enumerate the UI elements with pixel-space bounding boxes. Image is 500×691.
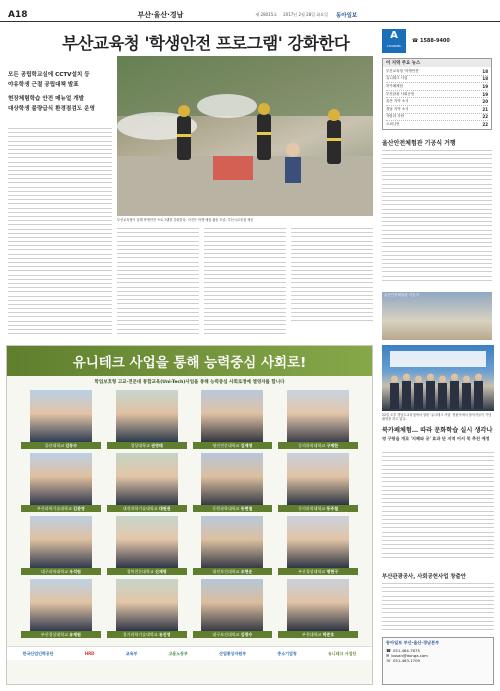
sponsor-logo: 교육부 (125, 650, 138, 656)
person-card: 동원과학대학교 동현철 (193, 453, 273, 512)
page-number: A18 (8, 9, 28, 20)
book-cafe-sub: 영 구랑을 개로 '지혜와 공' 효과 단 지역 어서 북 추진 예정 (382, 436, 490, 441)
channel-logo (382, 29, 406, 53)
person-card: 부천대학교 박준호 (278, 579, 358, 638)
group-photo (382, 345, 494, 411)
sponsor-logo: 중소기업청 (277, 650, 297, 656)
portrait-photo (287, 516, 349, 568)
book-cafe-headline: 북카페체험… 따라 문화학습 실시 생각나 (382, 427, 493, 434)
portrait-photo (116, 579, 178, 631)
main-body-col-2 (117, 228, 199, 340)
issue-number: 제 28015호 (255, 11, 278, 17)
portrait-photo (30, 453, 92, 505)
fax-icon: ☏ (386, 658, 392, 663)
ad-title: 유니테크 사업을 통해 능력중심 사회로! (72, 355, 307, 371)
person-card: 대전보건대학교 조현순 (193, 516, 273, 575)
person-card: 대전과학기술대학교 대원권 (107, 453, 187, 512)
side-story-body (382, 150, 492, 290)
index-item[interactable]: 유니테크 사업 18 (386, 76, 488, 82)
main-body-col-3 (204, 228, 286, 340)
portrait-photo (201, 516, 263, 568)
index-item[interactable]: 경남 지역 소식 21 (386, 106, 488, 112)
subhead-line: 현장체험학습 안전 매뉴얼 개발 (8, 96, 85, 102)
main-headline: 부산교육청 '학생안전 프로그램' 강화한다 (62, 34, 350, 53)
book-cafe-body (382, 452, 494, 570)
ad-people-grid (7, 388, 372, 640)
portrait-photo (116, 516, 178, 568)
subhead-line: 야유학생 근절 공립대책 발표 (8, 82, 79, 88)
subscribe-tel-2[interactable]: 051-463-1709 (393, 658, 420, 663)
portrait-photo (30, 390, 92, 442)
portrait-photo (201, 390, 263, 442)
volunteer-body (382, 583, 494, 635)
sponsor-logo: 한국산업인력공단 (22, 650, 54, 656)
portrait-photo (287, 453, 349, 505)
person-card: 부산경상대학교 유제원 (21, 579, 101, 638)
index-item[interactable]: 울산 지역 소식 20 (386, 99, 488, 105)
portrait-photo (287, 579, 349, 631)
sponsor-logo: 유니테크 사업단 (327, 650, 357, 656)
group-photo-caption: 22일 오후 경남도교육청에서 열린 '유니테크 사업' 현판식에서 참석자들이 기념촬영을 하고 있다. (382, 413, 492, 422)
portrait-photo (116, 453, 178, 505)
subscribe-title: 동아일보 부산·울산·경남본부 (386, 640, 440, 645)
news-index (382, 58, 492, 130)
firefighter-drill-illustration (117, 56, 373, 216)
ad-footer-logos (7, 646, 372, 660)
person-card: 동의과학대학교 구제한 (278, 390, 358, 449)
index-item[interactable]: 부산교육청 '학생안전' 18 (386, 68, 488, 74)
sponsor-logo: HRD (84, 651, 95, 656)
side-story-photo (382, 292, 492, 340)
news-index-title: 이 지역 주요 뉴스 (383, 59, 491, 67)
channel-label: CHANNEL (386, 44, 402, 48)
index-item[interactable]: 오피니언 22 (386, 122, 488, 128)
mail-icon: ✉ (386, 653, 390, 658)
person-card: 경북전문대학교 신재평 (107, 516, 187, 575)
person-card: 영진전문대학교 김재영 (193, 390, 273, 449)
unitech-ad (6, 345, 373, 685)
person-card: 대구보건대학교 김광수 (193, 579, 273, 638)
main-body-col-4 (291, 228, 373, 340)
volunteer-headline: 부산관광공사, 사회공헌사업 창출안 (382, 574, 466, 580)
main-subheads (8, 70, 114, 114)
page-header (0, 8, 500, 22)
section-name: 부산·울산·경남 (137, 10, 184, 19)
portrait-photo (30, 516, 92, 568)
person-card: 경기과학기술대학교 유진영 (107, 579, 187, 638)
subhead-line: 모든 공립학교실에 CCTV설치 등 (8, 72, 90, 78)
phone-icon: ☎ (386, 648, 391, 653)
main-photo-caption: 부산교육청이 올해 학생안전 프로그램을 강화한다. 사진은 학생 체험 활동 모습. 부산시교육청 제공 (117, 218, 254, 222)
person-card: 울산대학교 김동수 (21, 390, 101, 449)
subscribe-box (382, 637, 494, 685)
subscribe-tel[interactable]: 051-464-7675 (392, 648, 420, 653)
portrait-photo (30, 579, 92, 631)
index-item[interactable]: 부산관광 사회공헌 19 (386, 91, 488, 97)
person-card: 부산경상대학교 명현구 (278, 516, 358, 575)
sponsor-logo: 고용노동부 (168, 650, 188, 656)
subhead-line: 대상학생 불량급식 환경점검도 운영 (8, 106, 95, 112)
channel-phone: ☎ 1588-9400 (412, 38, 450, 44)
portrait-photo (201, 579, 263, 631)
person-card: 동의과학대학교 동주철 (278, 453, 358, 512)
portrait-photo (287, 390, 349, 442)
channel-letter: A (390, 30, 398, 41)
channel-box (382, 28, 492, 54)
sponsor-logo: 산업통상자원부 (219, 650, 247, 656)
ad-subtitle: 학업보호형 고교·전문대 통합교육(Uni-Tech)사업을 통해 능력중심 사회로정예 엘영자를 합니다 (94, 380, 285, 385)
person-card: 대구과학대학교 우석원 (21, 516, 101, 575)
person-card: 부산과학기술대학교 김관영 (21, 453, 101, 512)
side-story-headline: 울산안전체험관 기공식 거행 (382, 140, 456, 147)
index-item[interactable]: 북카페체험 19 (386, 83, 488, 89)
group-people-illustration (382, 345, 494, 411)
main-photo (117, 56, 373, 216)
issue-date: 2017년 2월 28일 화요일 (283, 11, 328, 17)
paper-name: 동아일보 (335, 12, 358, 19)
portrait-photo (201, 453, 263, 505)
side-story-caption: 울산안전체험관 기공식 (384, 293, 419, 297)
index-item[interactable]: 사람과 사람 22 (386, 114, 488, 120)
portrait-photo (116, 390, 178, 442)
subscribe-email[interactable]: busan@donga.com (391, 653, 428, 658)
main-body-left (8, 128, 112, 338)
person-card: 경상대학교 권영태 (107, 390, 187, 449)
